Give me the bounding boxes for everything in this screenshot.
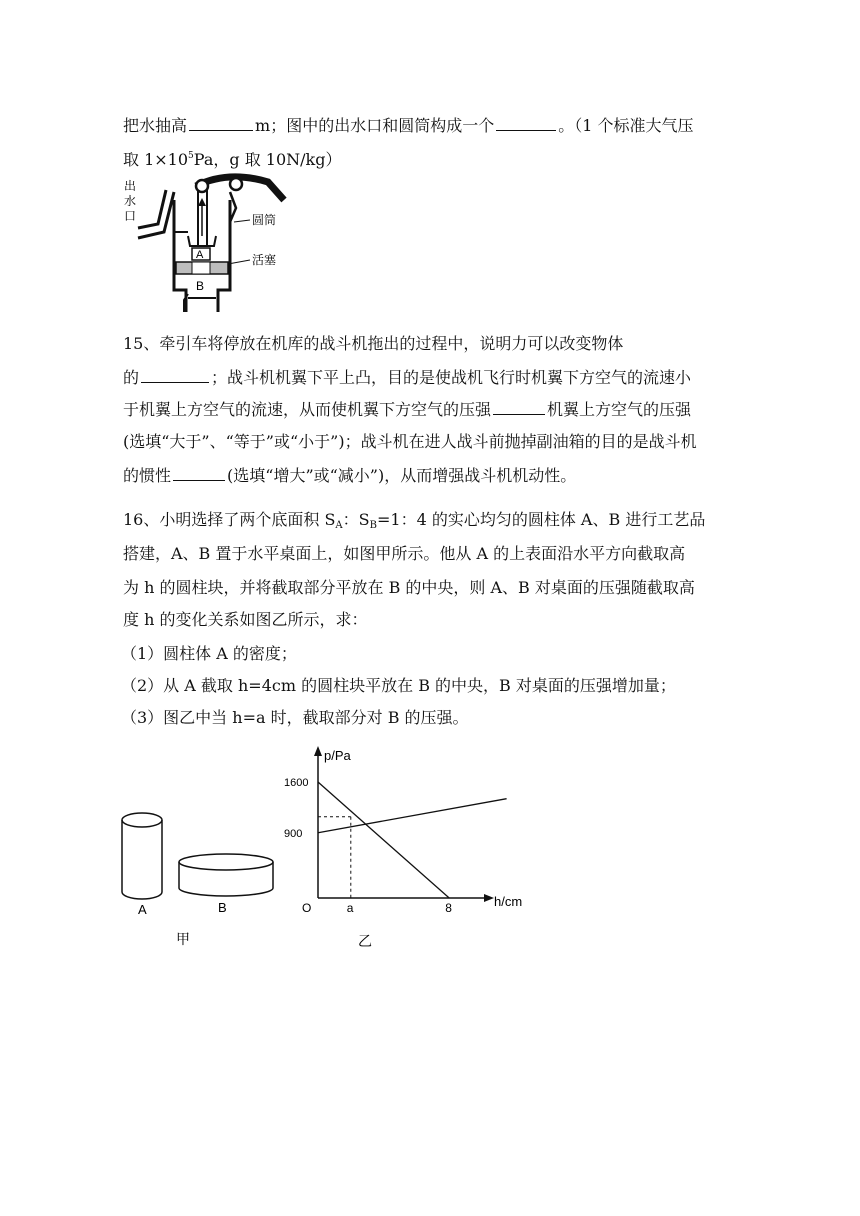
cylinder-b-body — [179, 888, 273, 896]
x-tick-label: a — [346, 901, 354, 915]
q15-line-1: 15、牵引车将停放在机库的战斗机拖出的过程中，说明力可以改变物体 — [123, 334, 624, 353]
piston-label: 活塞 — [252, 253, 277, 267]
y-tick-label: 1600 — [284, 777, 309, 789]
cylinder-label: 圆筒 — [252, 213, 277, 227]
q14-text-a: 把水抽高 — [123, 116, 188, 135]
q15-text-f: (选填“增大”或“减小”)，从而增强战斗机机动性。 — [227, 466, 577, 485]
q15-line-5 — [123, 464, 576, 486]
x-axis-arrow — [484, 894, 494, 902]
q14-line-2 — [123, 146, 341, 170]
q16-text-c: =1：4 的实心均匀的圆柱体 A、B 进行工艺品 — [376, 510, 706, 529]
q14-exponent: 5 — [188, 151, 194, 161]
figure-yi-caption: 乙 — [358, 933, 372, 949]
q14-text-d: 取 1×10 — [123, 150, 189, 169]
q15-text-c: 于机翼上方空气的流速，从而使机翼下方空气的压强 — [123, 400, 492, 419]
q16-line-4: 度 h 的变化关系如图乙所示，求： — [123, 610, 368, 629]
outlet-label-3: 口 — [124, 209, 137, 223]
q16-text-b: ：S — [342, 510, 370, 529]
q16-sub-a: A — [335, 520, 343, 531]
q16-sub-b: B — [369, 520, 377, 531]
q14-blank-height — [189, 114, 253, 131]
valve-a-label: A — [196, 249, 204, 261]
q15-text-e: 的惯性 — [123, 466, 172, 485]
cylinder-b-top — [179, 854, 273, 870]
cylinder-a-label: A — [138, 902, 147, 917]
q15-text-b: ；战斗机机翼下平上凸，目的是使战机飞行时机翼下方空气的流速小 — [211, 368, 692, 387]
q14-text-c: 。（1 个标准大气压 — [558, 116, 694, 135]
figure-yi-chart — [284, 740, 534, 955]
q16-line-1 — [123, 510, 705, 536]
series-line-1 — [318, 782, 449, 898]
pump-figure — [118, 172, 288, 318]
series-line-2 — [318, 799, 507, 833]
y-axis-label: p/Pa — [324, 748, 351, 763]
x-tick-label: 8 — [445, 901, 452, 915]
origin-label: O — [302, 901, 312, 915]
q16-line-3: 为 h 的圆柱块，并将截取部分平放在 B 的中央，则 A、B 对桌面的压强随截取高 — [123, 578, 695, 597]
cylinder-a-top — [122, 813, 162, 827]
q15-text-a: 的 — [123, 368, 140, 387]
chart-plot-area — [284, 746, 522, 915]
figure-jia-caption: 甲 — [176, 931, 190, 947]
q15-blank-motion — [141, 366, 209, 383]
q16-sub-question-2: （2）从 A 截取 h=4cm 的圆柱块平放在 B 的中央，B 对桌面的压强增加量； — [121, 676, 676, 695]
q15-blank-pressure — [493, 398, 545, 415]
y-tick-label: 900 — [284, 827, 303, 840]
figure-jia — [110, 800, 290, 950]
outlet-label-1: 出 — [124, 179, 137, 193]
q14-text-b: m；图中的出水口和圆筒构成一个 — [255, 116, 495, 135]
cylinder-a-body — [122, 892, 162, 899]
y-axis-arrow — [314, 746, 322, 756]
q15-line-3 — [123, 398, 691, 420]
q15-blank-inertia — [173, 464, 225, 481]
q14-blank-device — [496, 114, 556, 131]
valve-b-label: B — [196, 279, 205, 293]
q16-text-a: 16、小明选择了两个底面积 S — [123, 510, 336, 529]
q16-line-2: 搭建，A、B 置于水平桌面上，如图甲所示。他从 A 的上表面沿水平方向截取高 — [123, 544, 686, 563]
outlet-label-2: 水 — [124, 194, 137, 208]
x-axis-label: h/cm — [494, 894, 523, 909]
q16-sub-question-1: （1）圆柱体 A 的密度； — [121, 644, 297, 663]
q15-text-d: 机翼上方空气的压强 — [547, 400, 692, 419]
q15-line-2 — [123, 366, 691, 388]
q15-line-4: (选填“大于”、“等于”或“小于”)；战斗机在进人战斗前抛掉副油箱的目的是战斗机 — [123, 432, 697, 451]
q14-text-e: Pa，g 取 10N/kg） — [193, 150, 342, 169]
q16-sub-question-3: （3）图乙中当 h=a 时，截取部分对 B 的压强。 — [121, 708, 469, 727]
cylinder-b-label: B — [218, 900, 227, 915]
q14-line-1 — [123, 114, 693, 136]
